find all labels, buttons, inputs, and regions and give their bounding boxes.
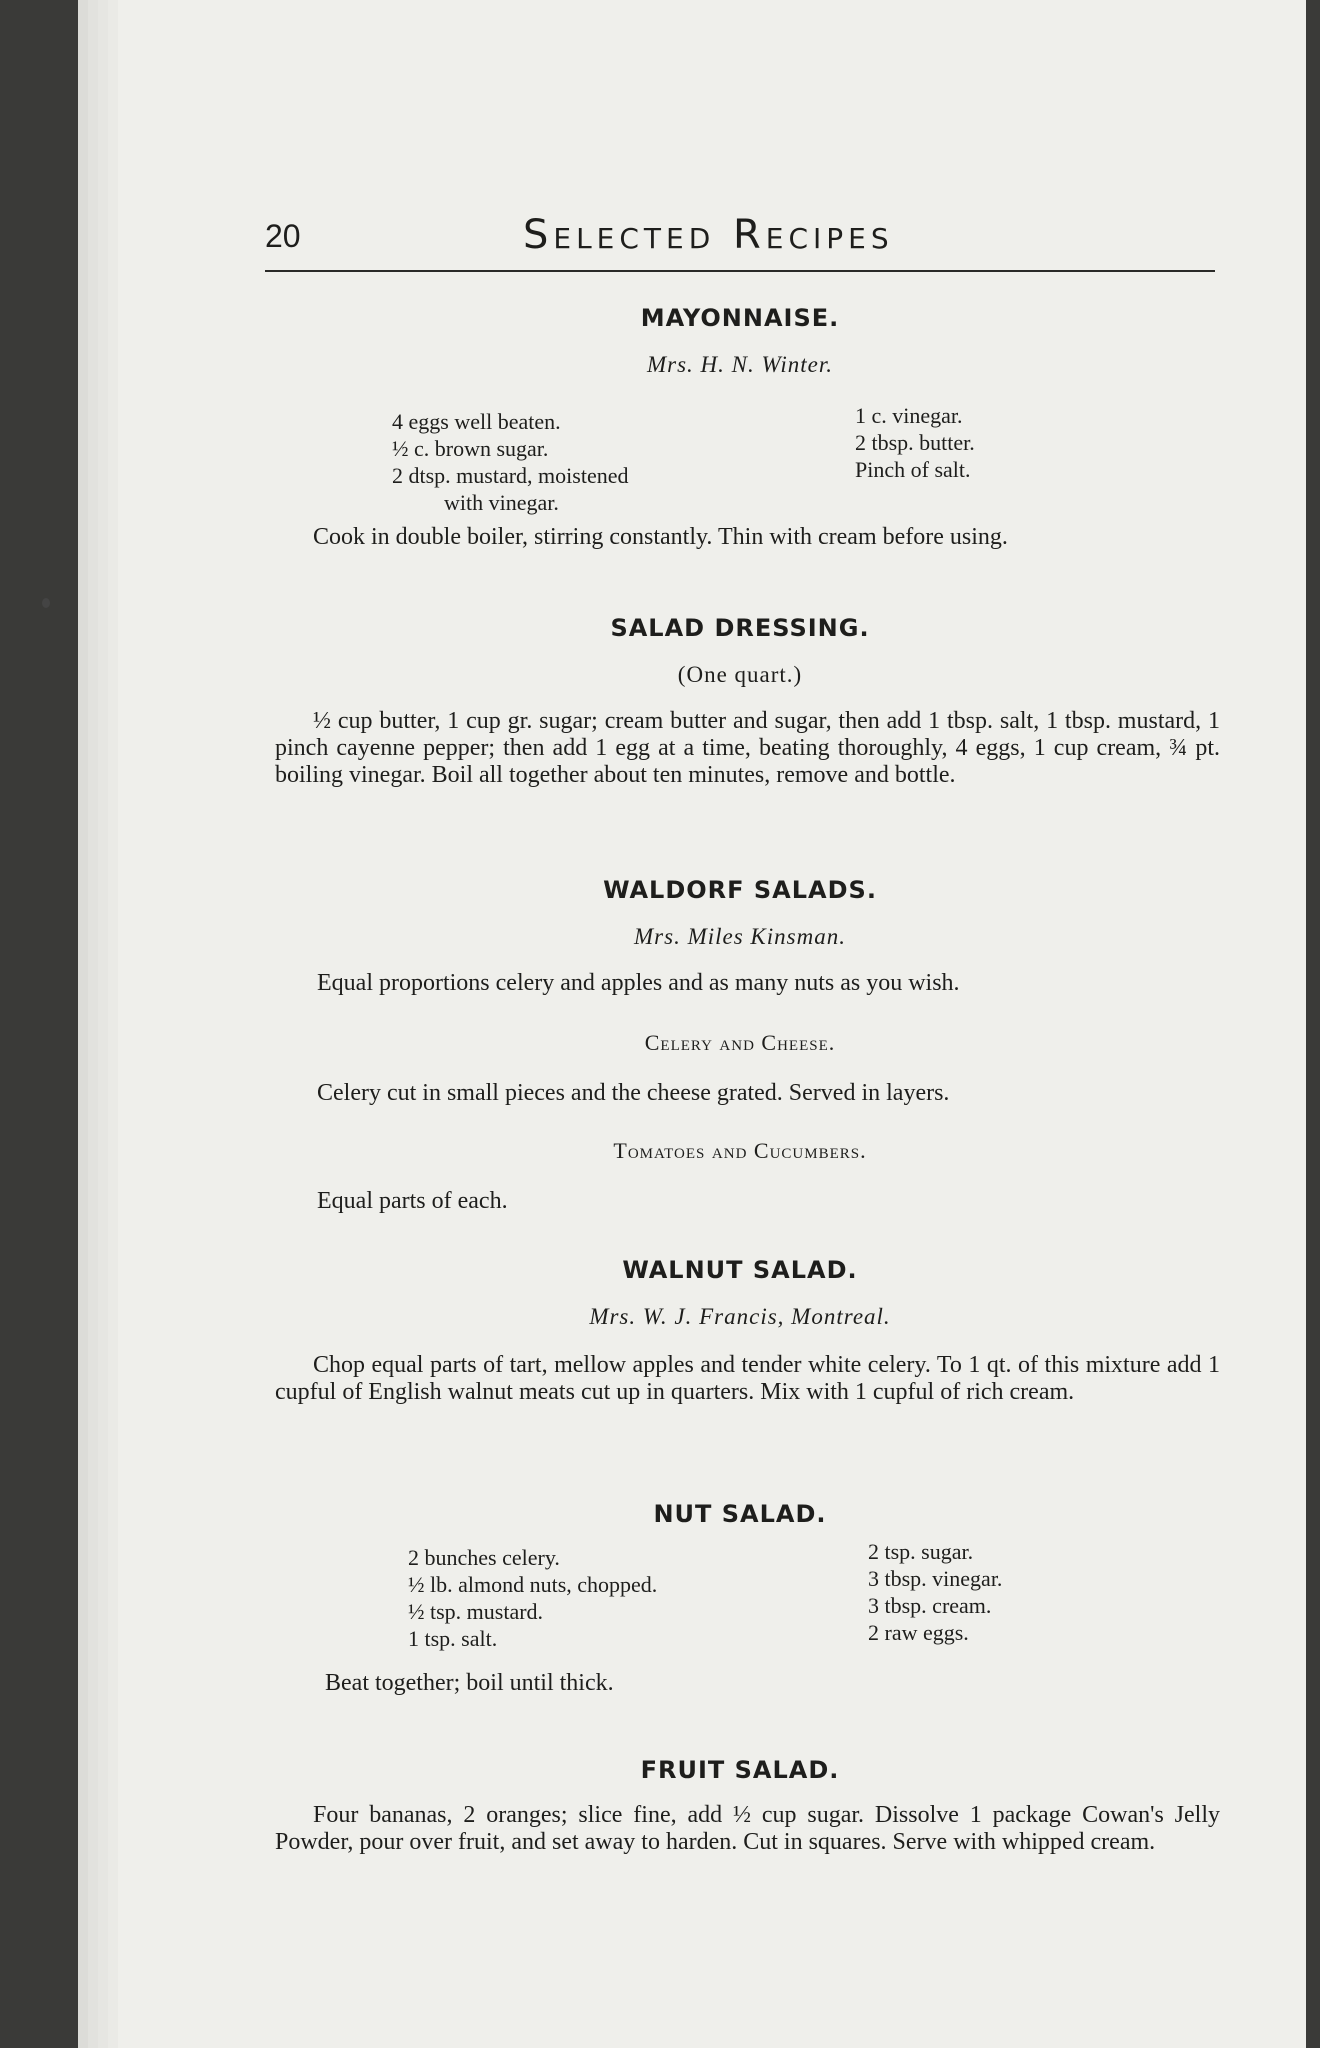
header-rule xyxy=(265,270,1215,272)
recipe-author-waldorf: Mrs. Miles Kinsman. xyxy=(634,924,846,949)
ingredient: 4 eggs well beaten. xyxy=(392,409,561,434)
recipe-method-nut: Beat together; boil until thick. xyxy=(325,1670,614,1696)
ingredient: 2 dtsp. mustard, moistened xyxy=(392,463,629,488)
recipe-method-mayonnaise: Cook in double boiler, stirring constantly. Thin with cream before using. xyxy=(313,524,1008,550)
ingredient: Pinch of salt. xyxy=(855,457,971,482)
scan-border xyxy=(1306,0,1320,2048)
ingredient: 1 tsp. salt. xyxy=(408,1626,498,1651)
ingredient: ½ tsp. mustard. xyxy=(408,1599,544,1624)
ingredient: 2 bunches celery. xyxy=(408,1545,560,1570)
recipe-title-salad-dressing: SALAD DRESSING. xyxy=(610,614,870,642)
ingredient: 3 tbsp. vinegar. xyxy=(868,1566,1003,1591)
ingredient-list-left xyxy=(392,408,628,516)
ingredient: 2 tsp. sugar. xyxy=(868,1539,974,1564)
recipe-title-nut: NUT SALAD. xyxy=(653,1500,827,1528)
ingredient: with vinegar. xyxy=(444,490,559,515)
recipe-title-fruit: FRUIT SALAD. xyxy=(640,1756,840,1784)
ingredient: ½ c. brown sugar. xyxy=(392,436,549,461)
recipe-note-salad-dressing: (One quart.) xyxy=(677,662,803,687)
ingredient-list-right xyxy=(855,402,975,483)
ingredient: 1 c. vinegar. xyxy=(855,403,963,428)
subheading-tomatoes-cucumbers: Tomatoes and Cucumbers. xyxy=(613,1138,867,1163)
method-tomatoes-cucumbers: Equal parts of each. xyxy=(317,1188,508,1214)
recipe-title-walnut: WALNUT SALAD. xyxy=(622,1256,858,1284)
ingredient: ½ lb. almond nuts, chopped. xyxy=(408,1572,658,1597)
recipe-method-salad-dressing: ½ cup butter, 1 cup gr. sugar; cream butter and sugar, then add 1 tbsp. salt, 1 tbsp. mustard, 1 pinch cayenne pepper; then add 1 egg at a time, beating thoroughly, 4 eggs, 1 cup cream, ¾ pt. boiling vinegar. Boil all together about ten minutes, remove and bottle. xyxy=(275,708,1220,788)
recipe-method-walnut: Chop equal parts of tart, mellow apples and tender white celery. To 1 qt. of this mixture add 1 cupful of English walnut meats cut up in quarters. Mix with 1 cupful of rich cream. xyxy=(275,1352,1220,1405)
recipe-title-waldorf: WALDORF SALADS. xyxy=(603,876,877,904)
running-head xyxy=(265,212,1215,262)
scan-speck xyxy=(42,598,50,608)
subheading-celery-cheese: Celery and Cheese. xyxy=(644,1030,836,1055)
ingredient: 3 tbsp. cream. xyxy=(868,1593,992,1618)
page-number: 20 xyxy=(265,218,301,254)
ingredient-list-left xyxy=(408,1544,657,1652)
ingredient-list-right xyxy=(868,1538,1002,1646)
recipe-method-waldorf: Equal proportions celery and apples and as many nuts as you wish. xyxy=(317,970,960,996)
recipe-method-fruit: Four bananas, 2 oranges; slice fine, add ½ cup sugar. Dissolve 1 package Cowan's Jelly Powder, pour over fruit, and set away to harden. Cut in squares. Serve with whipped cream. xyxy=(275,1802,1220,1855)
running-title: Selected Recipes xyxy=(523,212,894,258)
ingredient: 2 raw eggs. xyxy=(868,1620,969,1645)
recipe-author-walnut: Mrs. W. J. Francis, Montreal. xyxy=(589,1304,891,1329)
recipe-title-mayonnaise: MAYONNAISE. xyxy=(640,304,840,332)
recipe-author-mayonnaise: Mrs. H. N. Winter. xyxy=(646,352,834,377)
ingredient: 2 tbsp. butter. xyxy=(855,430,975,455)
method-celery-cheese: Celery cut in small pieces and the cheese grated. Served in layers. xyxy=(317,1080,950,1106)
